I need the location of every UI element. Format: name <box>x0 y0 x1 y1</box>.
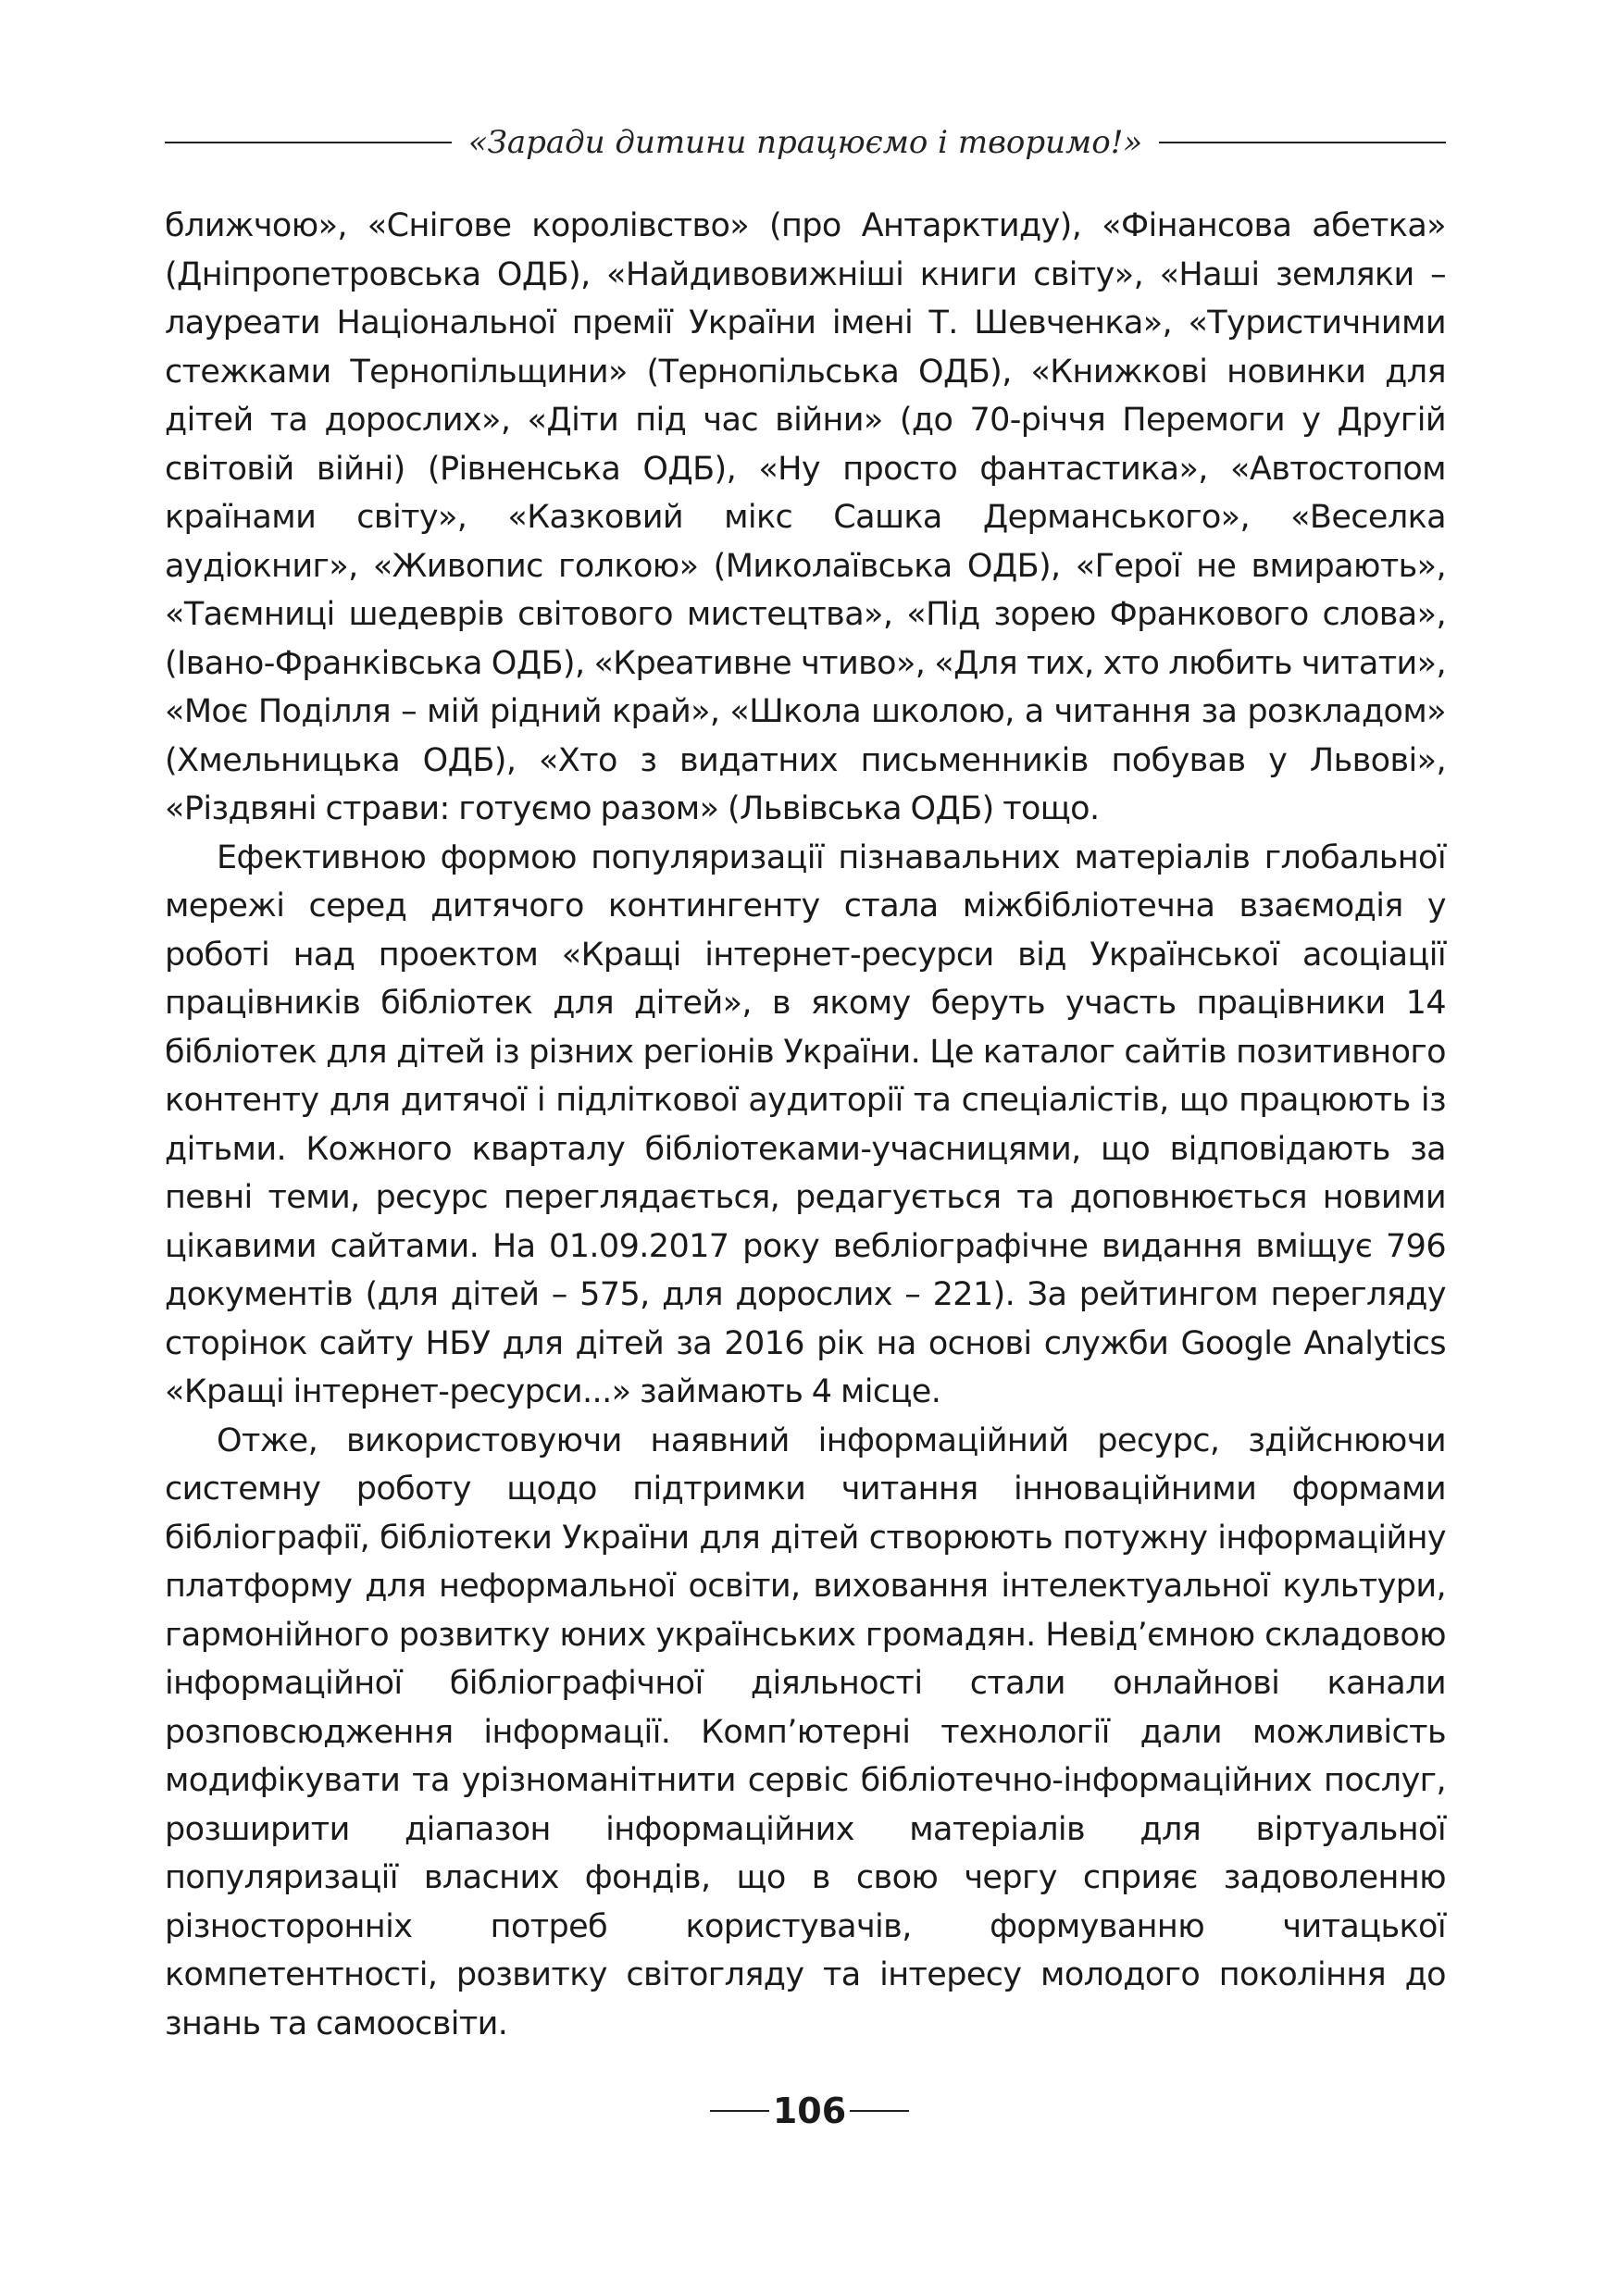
folio-dash-right <box>850 2110 909 2112</box>
folio-dash-left <box>710 2110 769 2112</box>
paragraph-continued: ближчою», «Снігове королівство» (про Антарктиду), «Фінансова абетка» (Дніпропетровська ОДБ), «Найдивовижніші книги світу», «Наші земляки – лауреати Національної премії України імені Т. Шевченка», «Туристичними стежками Тернопільщини» (Тернопільська ОДБ), «Книжкові новинки для дітей та дорослих», «Діти під час війни» (до 70-річчя Перемоги у Другій світовій війні) (Рівненська ОДБ), «Ну просто фантастика», «Автостопом країнами світу», «Казковий мікс Сашка Дерманського», «Веселка аудіокниг», «Живопис голкою» (Миколаївська ОДБ), «Герої не вмирають», «Таємниці шедеврів світового мистецтва», «Під зорею Франкового слова», (Івано-Франківська ОДБ), «Креативне чтиво», «Для тих, хто любить читати», «Моє Поділля – мій рідний край», «Школа школою, а читання за розкладом» (Хмельницька ОДБ), «Хто з видатних письменників побував у Львові», «Різдвяні страви: готуємо разом» (Львівська ОДБ) тощо. <box>165 207 1446 827</box>
running-header-title: «Заради дитини працюємо і творимо!» <box>467 124 1143 161</box>
page-body <box>165 202 1446 2048</box>
running-header <box>165 118 1446 167</box>
header-rule-left <box>165 142 452 143</box>
header-rule-right <box>1159 142 1446 143</box>
paragraph: Отже, використовуючи наявний інформаційний ресурс, здійснюючи системну роботу щодо підтримки читання інноваційними формами бібліографії, бібліотеки України для дітей створюють потужну інформаційну платформу для неформальної освіти, виховання інтелектуальної культури, гармонійного розвитку юних українських громадян. Невід’ємною складовою інформаційної бібліографічної діяльності стали онлайнові канали розповсюдження інформації. Комп’ютерні технології дали можливість модифікувати та урізноманітнити сервіс бібліотечно-інформаційних послуг, розширити діапазон інформаційних матеріалів для віртуальної популяризації власних фондів, що в свою чергу сприяє задоволенню різносторонніх потреб користувачів, формуванню читацької компетентності, розвитку світогляду та інтересу молодого покоління до знань та самоосвіти. <box>165 1421 1446 2042</box>
page-number-footer <box>0 2091 1619 2131</box>
paragraph: Ефективною формою популяризації пізнавальних матеріалів глобальної мережі серед дитячого контингенту стала міжбібліотечна взаємодія у роботі над проектом «Кращі інтернет-ресурси від Української асоціації працівників бібліотек для дітей», в якому беруть участь працівники 14 бібліотек для дітей із різних регіонів України. Це каталог сайтів позитивного контенту для дитячої і підліткової аудиторії та спеціалістів, що працюють із дітьми. Кожного кварталу бібліотеками-учасницями, що відповідають за певні теми, ресурс переглядається, редагується та доповнюється новими цікавими сайтами. На 01.09.2017 року вебліографічне видання вміщує 796 документів (для дітей – 575, для дорослих – 221). За рейтингом перегляду сторінок сайту НБУ для дітей за 2016 рік на основі служби Google Analytics «Кращі інтернет-ресурси...» займають 4 місце. <box>165 838 1446 1410</box>
page-number: 106 <box>772 2091 847 2131</box>
